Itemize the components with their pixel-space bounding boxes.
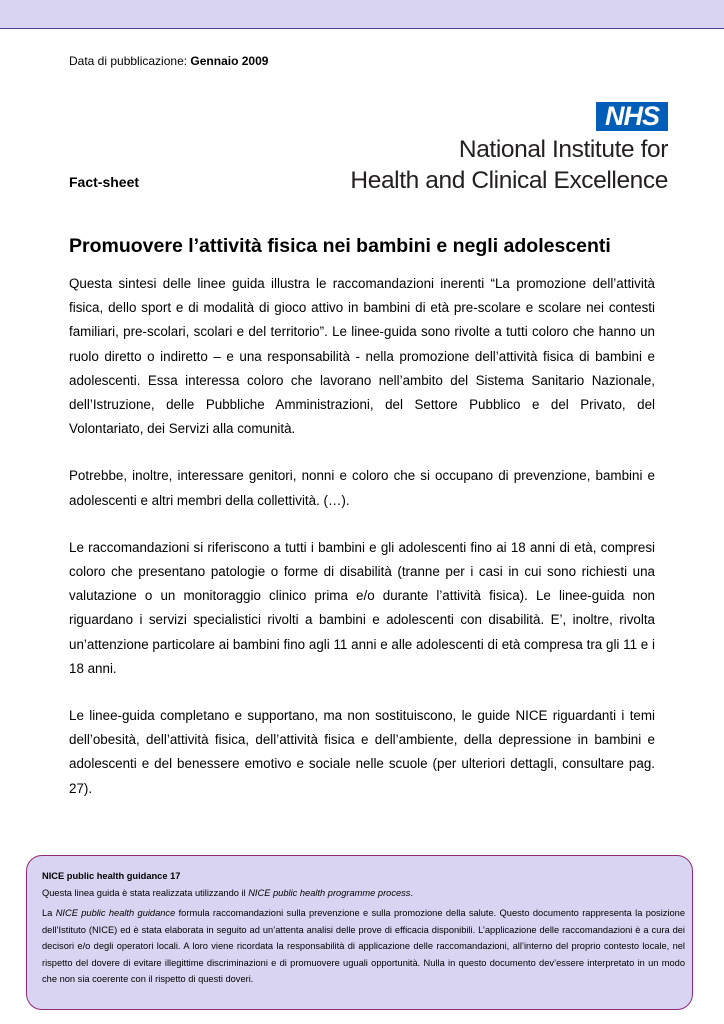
publication-date-value: Gennaio 2009 — [190, 54, 269, 68]
nice-logo-text — [350, 134, 668, 196]
guidance-note-emphasis: NICE public health programme process — [248, 887, 411, 898]
nice-logo-line-1: National Institute for — [458, 136, 668, 163]
guidance-title: NICE public health guidance 17 — [42, 871, 181, 881]
top-band — [0, 0, 724, 29]
nhs-logo: NHS — [596, 102, 668, 131]
factsheet-label: Fact-sheet — [69, 174, 140, 190]
paragraph: Questa sintesi delle linee guida illustra le raccomandazioni inerenti “La promozione dell’attività fisica, dello sport e di modalità di gioco attivo in bambini di età pre-scolare e scolare nei contesti familiari, pre-scolari, scolari e del territorio”. Le linee-guida sono rivolte a tutti coloro che hanno un ruolo diretto o indiretto – e una responsabilità - nella promozione dell’attività fisica di bambini e adolescenti. Essa interessa coloro che lavorano nell’ambito del Sistema Sanitario Nazionale, dell’Istruzione, delle Pubbliche Amministrazioni, del Settore Pubblico e del Privato, del Volontariato, dei Servizi alla comunità. — [69, 276, 655, 437]
body-text — [69, 272, 655, 824]
publication-date-label: Data di pubblicazione: — [69, 54, 191, 68]
nice-logo-line-2: Health and Clinical Excellence — [350, 167, 668, 194]
guidance-description — [42, 905, 685, 988]
guidance-info-box — [26, 855, 693, 1010]
paragraph: Le raccomandazioni si riferiscono a tutti i bambini e gli adolescenti fino ai 18 anni di età, compresi coloro che presentano patologie o forme di disabilità (tranne per i casi in cui sono richiesti una valutazione o un monitoraggio clinico prima e/o durante l’attività fisica). Le linee-guida non riguardano i servizi specialistici rivolti a bambini e adolescenti con disabilità. E’, inoltre, rivolta un’attenzione particolare ai bambini fino agli 11 anni e alle adolescenti di età compresa tra gli 11 e i 18 anni. — [69, 539, 655, 676]
guidance-description-text: formula raccomandazioni sulla prevenzione e sulla promozione della salute. Questo documento rappresenta la posizione dell’Istituto (NICE) ed è stata elaborata in seguito ad un’attenta analisi delle prove di efficacia disponibili. L’applicazione delle raccomandazioni è a cura dei decisori e/o degli operatori locali. A loro viene ricordata la responsabilità di applicazione delle raccomandazioni, all’interno del proprio contesto locale, nel rispetto del dovere di evitare illegittime discriminazioni e di promuovere uguali opportunità. Nulla in questo documento dev’essere interpretato in un modo che non sia coerente con il rispetto di questi doveri. — [42, 908, 685, 984]
guidance-note-end: . — [410, 887, 414, 898]
guidance-description-emphasis: NICE public health guidance — [55, 908, 176, 918]
publication-date — [69, 54, 268, 68]
paragraph: Le linee-guida completano e supportano, ma non sostituiscono, le guide NICE riguardanti i temi dell’obesità, dell’attività fisica, dell’attività fisica e dell’ambiente, della depressione in bambini e adolescenti e del benessere emotivo e sociale nelle scuole (per ulteriori dettagli, consultare pag. 27). — [69, 708, 655, 796]
guidance-description-start: La — [42, 908, 56, 918]
guidance-note — [42, 885, 685, 902]
guidance-note-text: Questa linea guida è stata realizzata utilizzando il — [42, 887, 249, 898]
paragraph: Potrebbe, inoltre, interessare genitori, nonni e coloro che si occupano di prevenzione, bambini e adolescenti e altri membri della collettività. (…). — [69, 468, 655, 508]
page-title: Promuovere l’attività fisica nei bambini e negli adolescenti — [69, 235, 611, 257]
